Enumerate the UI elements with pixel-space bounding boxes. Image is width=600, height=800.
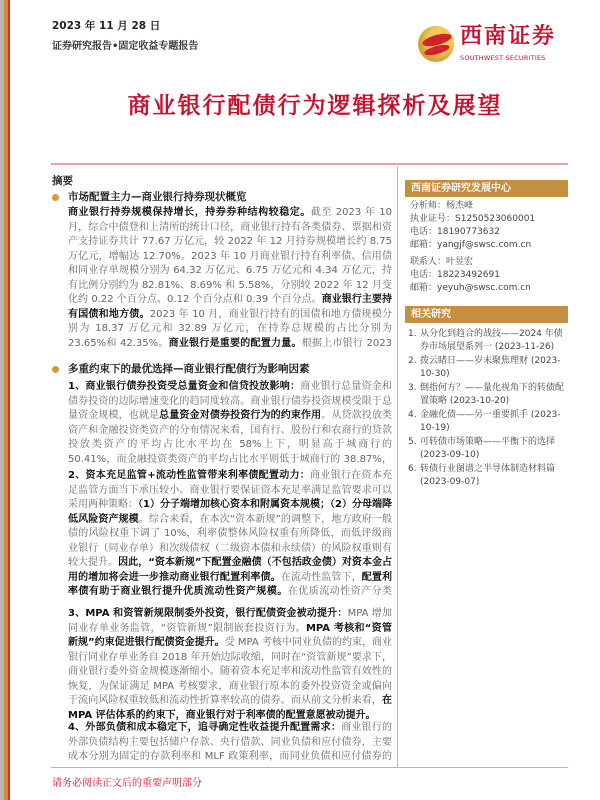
item-number: 4. <box>408 410 417 420</box>
analyst-license: 执业证号：S1250523060001 <box>410 214 536 224</box>
abstract-heading: 摘要 <box>52 175 73 187</box>
analyst-email[interactable]: 邮箱：yangjf@swsc.com.cn <box>410 240 532 250</box>
item-title[interactable]: 转债行业图谱之半导体制造材料篇 (2023-09-07) <box>420 464 556 487</box>
item-number: 2. <box>408 356 417 366</box>
highlight-text: 在 MPA 评估体系的约束下，商业银行对于利率债的配置意愿被动提升。 <box>68 695 392 721</box>
body-text: 商业银行总量资金和债券投资的边际增速变化的趋同度较高。商业银行债券投资规模受限于总量资金规模，也就是 <box>68 381 392 421</box>
highlight-text: 商业银行持券规模保持增长，持券券种结构较稳定。 <box>68 207 311 218</box>
body-text: 2023 年 10 月，商业银行持有的国债和地方债规模分别为 18.37 万亿元和 32.89 万亿元，在持券总规模的占比分别为 23.65%和 42.35%。 <box>68 308 392 349</box>
company-logo <box>418 24 578 64</box>
body-text: 在流动性监管下， <box>280 571 362 583</box>
logo-text-en: SOUTHWEST SECURITIES <box>460 54 546 62</box>
abstract-paragraph <box>68 721 392 764</box>
section-bullet <box>52 191 247 204</box>
body-text: 根据上市银行 2023 <box>301 337 392 349</box>
report-date: 2023 年 11 月 28 日 <box>52 20 161 32</box>
related-research-item[interactable] <box>408 328 568 354</box>
related-research-item[interactable] <box>408 355 568 381</box>
analyst-name: 分析师：杨杰峰 <box>410 201 474 211</box>
body-text: 。综合来看，在本次“资本新规”的调整下，地方政府一般债的风险权重下调了 10%，利率债整体风险权重有所降低，而低评级商业银行（同业存单）和次级债权（二级资本债和永续债）的风险权重则有较大提升。 <box>68 513 392 568</box>
analyst-phone: 电话：18190773632 <box>410 227 500 237</box>
item-title[interactable]: 金融化债——另一重要抓手 (2023-10-19) <box>420 410 561 433</box>
highlight-text: 总量资金对债券投资行为的约束作用 <box>159 410 322 421</box>
highlight-text: 3、MPA 和资管新规限制委外投资，银行配债资金被动提升： <box>68 608 348 619</box>
logo-emblem-icon <box>418 26 454 62</box>
body-text: 受 MPA 考核中同业负债的约束，商业银行同业存单业务自 2018 年开始边际收缩，同时在“资管新规”要求下，商业银行委外资金规模逐渐缩小。随着资本充足率和流动性监管有效性的恢复，为保证满足 MPA 考核要求，商业银行原本的委外投资资金或偏向于流向风险权重较低和流动性折算率较高的债券。而从前文分析来看， <box>68 637 392 706</box>
highlight-text: 商业银行是重要的配置力量。 <box>168 337 302 349</box>
highlight-text: 配置利率债有助于商业银行提升优质流动性资产规模。 <box>68 571 392 597</box>
related-research-list <box>408 328 568 490</box>
body-text: 在优质流动性资产分类 <box>287 586 392 597</box>
abstract-paragraph <box>68 607 392 723</box>
related-research-item[interactable] <box>408 409 568 435</box>
header-divider <box>51 163 568 165</box>
contact-name: 联系人：叶昱宏 <box>410 257 474 267</box>
item-title[interactable]: 拨云睹日——岁末聚焦理财 (2023-10-30) <box>420 356 561 379</box>
related-research-item[interactable] <box>408 382 568 408</box>
abstract-paragraph <box>68 206 392 351</box>
footer-divider <box>51 767 568 768</box>
item-title[interactable]: 可转债市场策略——平衡下的选择 (2023-09-10) <box>420 437 556 460</box>
bullet-dot-icon <box>52 194 59 201</box>
highlight-text: 因此，“资本新规”下配置金融债（不包括政金债）对资本金占用的增加将会进一步推动商业银行配置利率债。 <box>68 557 392 583</box>
body-text: 。从贷款投放类资产和金融投资类资产的分布情况来看，国有行、股份行和农商行的贷款投放类资产的平均占比水平均在 58%上下，明显高于城商行的 50.41%，而金融投资类资产的平均占比水平则低于城商行的 38.87%， <box>68 410 392 465</box>
item-title[interactable]: 从分化到趋合的战技——2024 年债券市场展望系列一 (2023-11-26) <box>420 329 563 352</box>
item-number: 6. <box>408 464 417 474</box>
section-heading: 市场配置主力—商业银行持券现状概览 <box>68 191 247 203</box>
contact-email[interactable]: 邮箱：yeyuh@swsc.com.cn <box>410 283 531 293</box>
abstract-paragraph <box>68 380 392 467</box>
page-edge-decoration <box>0 0 10 800</box>
report-type: 证券研究报告•固定收益专题报告 <box>52 41 199 52</box>
highlight-text: MPA 考核和“资管新规”约束促进银行配债资金提升。 <box>68 622 392 648</box>
contact-phone: 电话：18223492691 <box>410 270 500 280</box>
body-text: 截至 2023 年 10 月，综合中债登和上清所的统计口径，商业银行持有各类债券、票据和资产支持证券共计 77.67 万亿元，较 2022 年 12 月持券规模增长约 8.75 万亿元，增幅达 12.70%。2023 年 10 月商业银行持有利率债、信用债和同业存单规模分别为 64.32 万亿元、6.75 万亿元和 4.34 万亿元，持有比例分别约为 82.81%、8.69% 和 5.58%，分别较 2022 年 12 月变化约 0.22 个百分点、0.12 个百分点和 0.39 个百分点。 <box>68 207 392 305</box>
item-title[interactable]: 倒指何方？——量化视角下的转债配置策略 (2023-10-20) <box>420 383 565 406</box>
item-number: 5. <box>408 437 417 447</box>
column-divider <box>397 166 398 768</box>
section-bullet <box>52 363 310 376</box>
research-center-header: 西南证券研究发展中心 <box>405 180 568 197</box>
highlight-text: （1）分子端增加核心资本和附属资本规模；（2）分母端降低风险资产规模 <box>68 499 392 525</box>
item-number: 3. <box>408 383 417 393</box>
highlight-text: 4、外部负债和成本稳定下，追寻确定性收益提升配置需求： <box>68 722 342 733</box>
section-heading: 多重约束下的最优选择—商业银行配债行为影响因素 <box>68 363 310 375</box>
footer-disclaimer: 请务必阅读正文后的重要声明部分 <box>52 778 202 789</box>
logo-text-cn: 西南证券 <box>460 23 557 49</box>
report-title: 商业银行配债行为逻辑探析及展望 <box>127 92 503 119</box>
highlight-text: 商业银行主要持有国债和地方债。 <box>68 294 392 320</box>
item-number: 1. <box>408 329 417 339</box>
highlight-text: 2、资本充足监管+流动性监管带来利率债配置动力： <box>68 470 311 481</box>
body-text: 商业银行在资本充足监管方面当下承压较小。商业银行要保证资本充足率满足监管要求可以采用两种策略： <box>68 470 392 510</box>
body-text: MPA 增加同业存单业务监管，“资管新规”限制嵌套投资行为。 <box>68 608 392 634</box>
highlight-text: 1、商业银行债券投资受总量资金和信贷投放影响： <box>68 381 301 392</box>
body-text: 商业银行的外部负债结构主要包括储户存款、央行借款、同业负债和应付债券，主要成本分别为固定的存款利率和 MLF 政策利率，而同业负债和应付债券的 <box>68 722 392 762</box>
related-research-item[interactable] <box>408 436 568 462</box>
bullet-dot-icon <box>52 366 59 373</box>
related-research-header: 相关研究 <box>405 306 568 323</box>
abstract-paragraph <box>68 469 392 599</box>
related-research-item[interactable] <box>408 463 568 489</box>
